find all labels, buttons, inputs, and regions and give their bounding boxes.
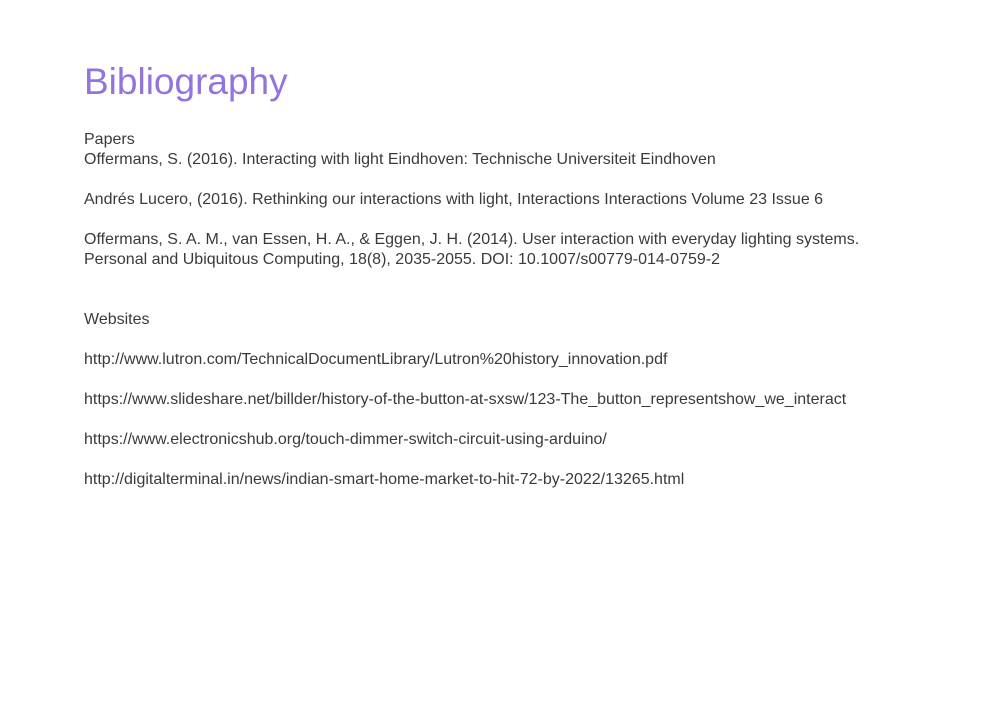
paper-entry [84,190,984,210]
website-link[interactable]: http://digitalterminal.in/news/indian-smart-home-market-to-hit-72-by-2022/13265.html [84,471,685,488]
paper-entry-line: Andrés Lucero, (2016). Rethinking our interactions with light, Interactions Interactions Volume 23 Issue 6 [84,191,824,208]
paper-entry-line: Offermans, S. A. M., van Essen, H. A., & Eggen, J. H. (2014). User interaction with everyday lighting systems. [84,231,860,248]
paper-entry [84,150,984,170]
bibliography-content [84,130,984,490]
papers-heading: Papers [84,131,135,148]
spacer [84,170,984,190]
website-link[interactable]: http://www.lutron.com/TechnicalDocumentLibrary/Lutron%20history_innovation.pdf [84,351,668,368]
website-link[interactable]: https://www.slideshare.net/billder/history-of-the-button-at-sxsw/123-The_button_representshow_we_interact [84,391,847,408]
spacer [84,410,984,430]
website-link[interactable]: https://www.electronicshub.org/touch-dimmer-switch-circuit-using-arduino/ [84,431,607,448]
spacer [84,370,984,390]
spacer [84,270,984,310]
paper-entry-line: Offermans, S. (2016). Interacting with light Eindhoven: Technische Universiteit Eindhoven [84,151,716,168]
spacer [84,450,984,470]
paper-entry-line: Personal and Ubiquitous Computing, 18(8), 2035-2055. DOI: 10.1007/s00779-014-0759-2 [84,251,720,268]
paper-entry [84,230,984,270]
websites-heading: Websites [84,311,150,328]
page-title: Bibliography [84,61,288,102]
spacer [84,330,984,350]
spacer [84,210,984,230]
